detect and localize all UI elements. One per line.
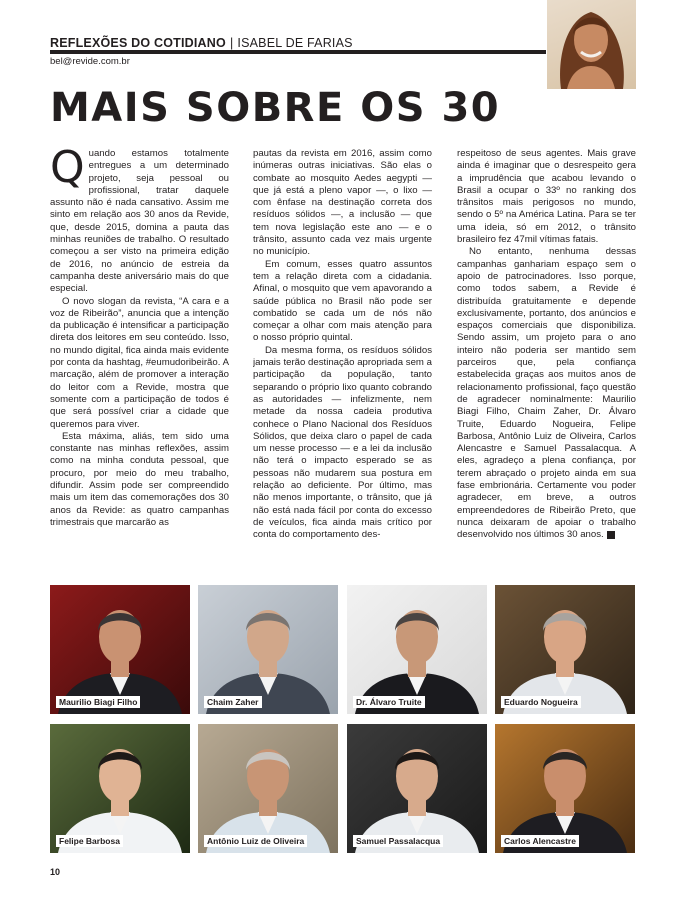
photo-caption: Carlos Alencastre — [501, 835, 579, 847]
author-email[interactable]: bel@revide.com.br — [50, 56, 130, 67]
photo-caption: Chaim Zaher — [204, 696, 262, 708]
photo-felipe-barbosa — [50, 724, 190, 853]
photo-caption: Maurilio Biagi Filho — [56, 696, 140, 708]
header-rule — [50, 50, 546, 54]
article-title: MAIS SOBRE OS 30 — [50, 85, 501, 131]
column-3 — [457, 148, 636, 568]
photo-chaim-zaher — [198, 585, 338, 714]
portrait-art — [347, 724, 487, 853]
photo-caption: Felipe Barbosa — [56, 835, 123, 847]
paragraph: Da mesma forma, os resíduos sólidos jamais terão destinação apropriada sem a participação da população, tanto separando o próprio lixo quanto cobrando as autoridades — infelizmente, nem metade da nossa cadeia produtiva conhece o Plano Nacional dos Resíduos Sólidos, que deixa claro o papel de cada um nesse processo — e a lei da inclusão não terá o impacto esperado se as pessoas não mudarem sua postura em relação ao deficiente. Por último, mas não menos importante, o trânsito, que já não está nada fácil por conta do excesso de veículos, fica ainda mais crítico por conta do comportamento des- — [253, 344, 432, 541]
column-2 — [253, 148, 432, 568]
portrait-art — [50, 724, 190, 853]
photo-eduardo-nogueira — [495, 585, 635, 714]
page-number: 10 — [50, 867, 61, 877]
end-mark-icon — [607, 531, 615, 539]
paragraph: pautas da revista em 2016, assim como inúmeras outras iniciativas. São elas o combate ao mosquito Aedes aegypti — que já está a pleno vapor —, o lixo — com ênfase na destinação correta dos resíduos sólidos —, a inclusão — que tem nova legislação este ano — e o trânsito, assunto cada vez mais urgente no município. — [253, 148, 432, 258]
section-line — [50, 36, 546, 50]
paragraph: No entanto, nenhuma dessas campanhas ganhariam espaço sem o apoio de patrocinadores. Isso porque, como todos sabem, a Revide é distribuída gratuitamente e depende exclusivamente, portanto, dos anúncios e espaços comerciais que disponibiliza. Sendo assim, um projeto para o ano inteiro não poderia ser mantido sem parceiros que, pela confiança estabelecida graças aos muitos anos de relacionamento profissional, faço questão de agradecer nominalmente: Maurilio Biagi Filho, Chaim Zaher, Dr. Álvaro Truite, Eduardo Nogueira, Felipe Barbosa, Antônio Luiz de Oliveira, Carlos Alencastre e Samuel Passalacqua. A eles, agradeço a plena confiança, por terem abraçado o projeto ainda em sua fase embrionária. Certamente vou poder agradecer, em breve, a outros empreendedores de Ribeirão Preto, que nunca deixaram de apoiar o trabalho desenvolvido nos últimos 30 anos. — [457, 246, 636, 541]
drop-cap: Q — [50, 148, 85, 193]
header-separator: | — [229, 36, 234, 50]
photo-antonio-luiz-de-oliveira — [198, 724, 338, 853]
portrait-art — [495, 724, 635, 853]
author-portrait-art — [547, 0, 636, 89]
paragraph: Em comum, esses quatro assuntos tem a relação direta com a cidadania. Afinal, o mosquito que vem apavorando a saúde pública no Brasil não pode ser combatido se cada um de nós não começar a olhar com mais atenção para o nosso próprio quintal. — [253, 258, 432, 344]
photo-dr-alvaro-truite — [347, 585, 487, 714]
paragraph: Quando estamos totalmente entregues a um determinado projeto, seja pessoal ou profissional, tratar daquele assunto não é nada cansativo. Assim me sinto em relação aos 30 anos da Revide, que, desde 2015, domina a pauta das minhas reuniões de trabalho. O resultado começou a ser visto na primeira edição de 2016, no anúncio de estreia da campanha deste aniversário mais do que especial. — [50, 148, 229, 295]
column-1 — [50, 148, 229, 568]
portrait-art — [198, 724, 338, 853]
photo-caption: Antônio Luiz de Oliveira — [204, 835, 307, 847]
portrait-art — [50, 585, 190, 714]
portrait-art — [198, 585, 338, 714]
photo-caption: Dr. Álvaro Truite — [353, 696, 425, 708]
paragraph: Esta máxima, aliás, tem sido uma constante nas minhas reflexões, assim como na minha conduta pessoal, que procuro, por meio do meu trabalho, difundir. Assim pode ser compreendido mais um item das comemorações dos 30 anos da Revide: as quatro campanhas trimestrais que marcarão as — [50, 430, 229, 528]
photo-samuel-passalacqua — [347, 724, 487, 853]
paragraph: O novo slogan da revista, “A cara e a voz de Ribeirão”, anuncia que a intenção da publicação é intensificar a participação direta dos leitores em seu conteúdo. Isso, no mundo digital, fica ainda mais evidente por conta da hashtag, #eumudoribeirão. A marcação, além de promover a interação do leitor com a Revide, mostra que somente com a participação de todos é que será possível criar a cidade que queremos para viver. — [50, 295, 229, 430]
portrait-art — [347, 585, 487, 714]
author-name: ISABEL DE FARIAS — [237, 36, 353, 50]
article-body — [50, 148, 636, 568]
photo-caption: Samuel Passalacqua — [353, 835, 443, 847]
paragraph: respeitoso de seus agentes. Mais grave ainda é imaginar que o desrespeito gera a imprudência que acabou levando o Brasil a ocupar o 33º no ranking dos trânsitos mais perigosos no mundo, sendo o 5º na América Latina. Para se ter uma ideia, só em 2012, o trânsito brasileiro fez 47mil vítimas fatais. — [457, 148, 636, 246]
photo-carlos-alencastre — [495, 724, 635, 853]
portrait-art — [495, 585, 635, 714]
photo-caption: Eduardo Nogueira — [501, 696, 581, 708]
section-name: REFLEXÕES DO COTIDIANO — [50, 36, 226, 50]
author-portrait — [547, 0, 636, 89]
photo-maurilio-biagi-filho — [50, 585, 190, 714]
